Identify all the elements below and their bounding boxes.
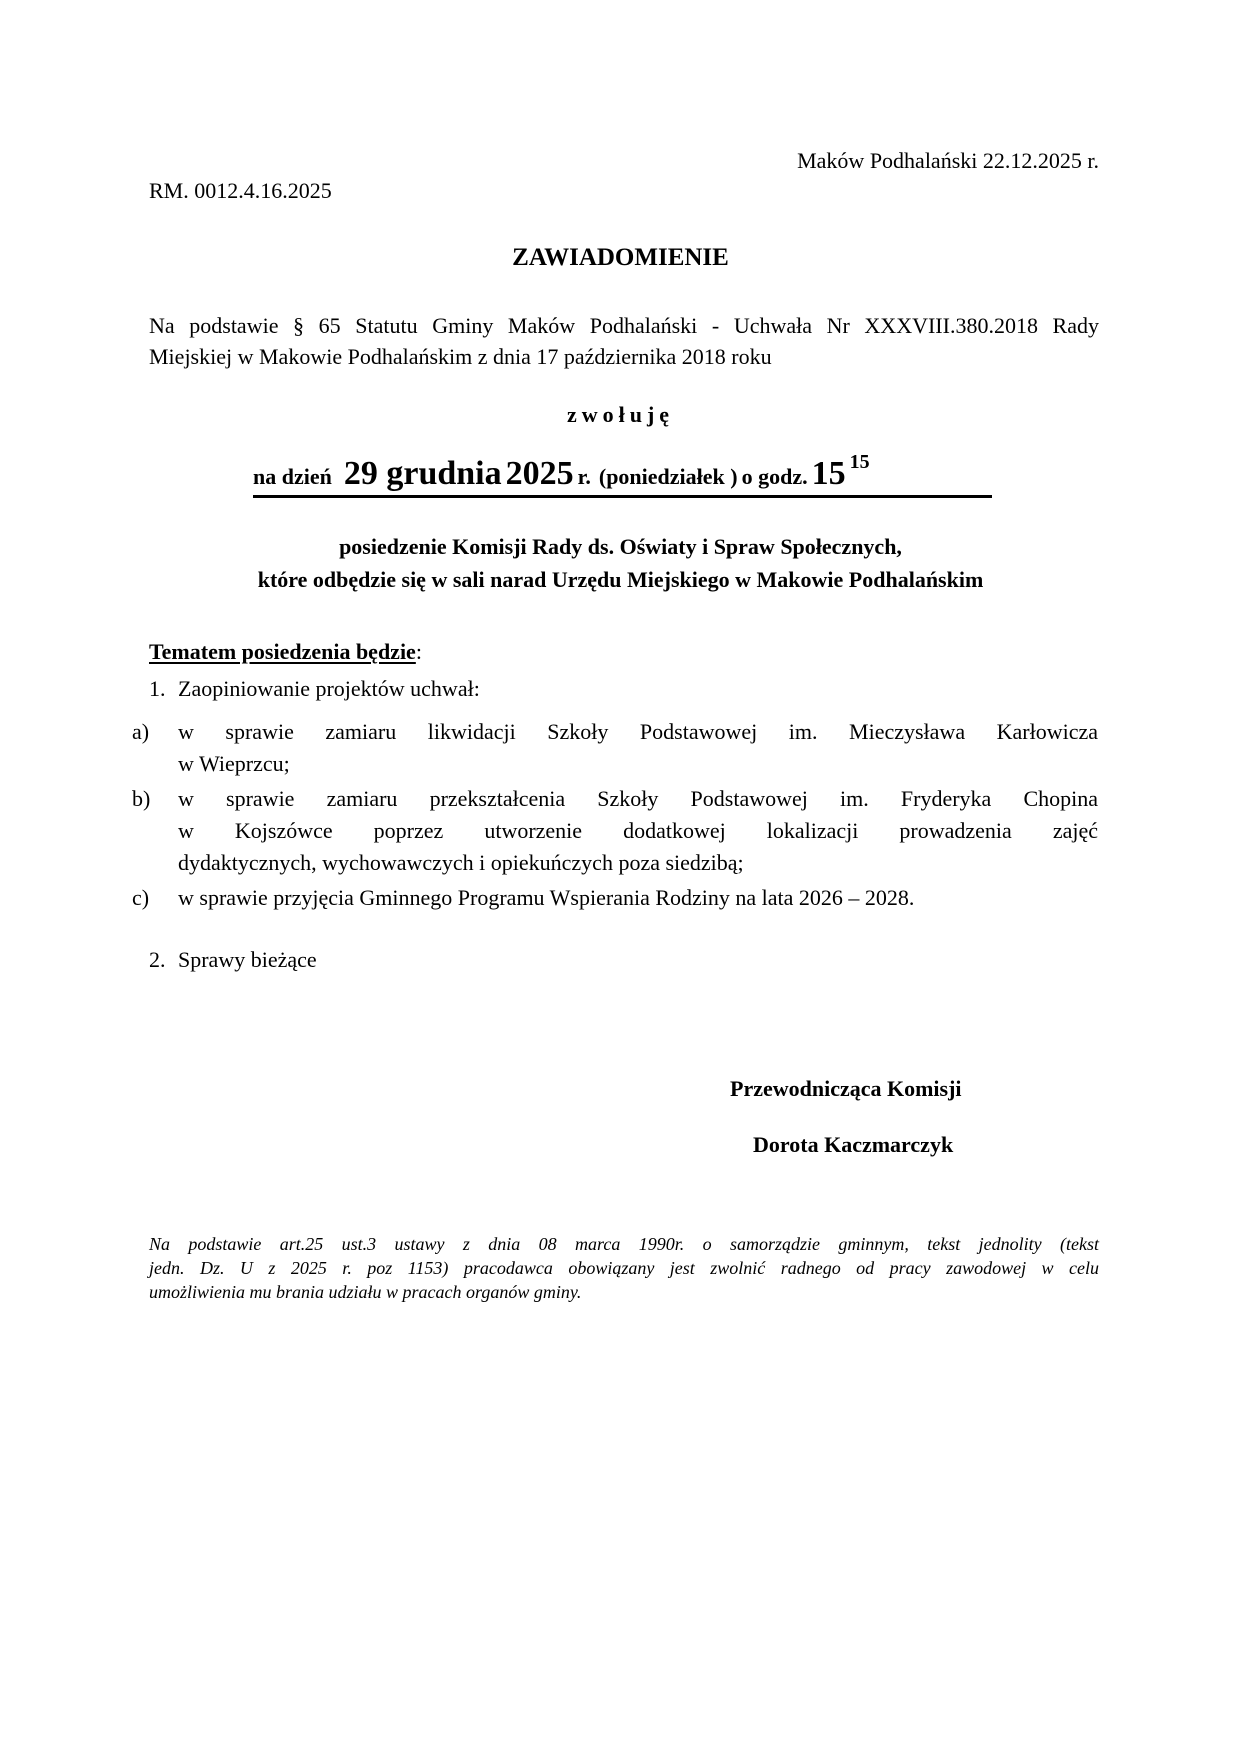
- subitem-letter: a): [132, 719, 150, 744]
- meeting-date-line: [253, 451, 992, 498]
- agenda-item-2: [0, 944, 1241, 976]
- meeting-line-1: posiedzenie Komisji Rady ds. Oświaty i Spraw Społecznych,: [339, 534, 902, 559]
- subitem-text: [178, 716, 1098, 780]
- date-prefix: na dzień: [253, 464, 332, 489]
- time-hour: 15: [811, 455, 846, 492]
- agenda-heading: [149, 639, 422, 665]
- date-year-suffix: r.: [577, 464, 591, 489]
- subitem-line: w sprawie zamiaru likwidacji Szkoły Podstawowej im. Mieczysława Karłowicza: [178, 719, 1098, 744]
- subitem-text: [178, 882, 1098, 914]
- agenda-heading-colon: :: [415, 639, 422, 664]
- date-day-month: 29 grudnia: [343, 455, 502, 492]
- legal-basis-line-2: Miejskiej w Makowie Podhalańskim z dnia 17 października 2018 roku: [149, 344, 772, 369]
- convene-statement: zwołuję: [566, 402, 675, 427]
- agenda-item-number: 1.: [149, 676, 166, 701]
- footnote-line: Na podstawie art.25 ust.3 ustawy z dnia 08 marca 1990r. o samorządzie gminnym, tekst jednolity (tekst: [149, 1234, 1099, 1254]
- subitem-text: [178, 783, 1098, 879]
- agenda-heading-text: Tematem posiedzenia będzie: [149, 639, 416, 664]
- legal-basis-line-1: Na podstawie § 65 Statutu Gminy Maków Podhalański - Uchwała Nr XXXVIII.380.2018 Rady: [149, 313, 1099, 338]
- agenda-item-line: Sprawy bieżące: [178, 947, 317, 972]
- legal-basis: [149, 310, 1099, 372]
- signature-role: Przewodnicząca Komisji: [730, 1076, 962, 1101]
- subitem-line: w Wieprzcu;: [178, 751, 290, 776]
- time-minute: 15: [849, 451, 870, 473]
- subitem-line: w Kojszówce poprzez utworzenie dodatkowej lokalizacji prowadzenia zajęć: [178, 818, 1098, 843]
- subitem-letter: b): [132, 786, 151, 811]
- reference-number: RM. 0012.4.16.2025: [149, 178, 332, 203]
- subitem-letter: c): [132, 885, 150, 910]
- signature-name: Dorota Kaczmarczyk: [753, 1132, 954, 1157]
- subitem-line: w sprawie przyjęcia Gminnego Programu Wspierania Rodziny na lata 2026 – 2028.: [178, 885, 915, 910]
- legal-footnote: [149, 1232, 1099, 1304]
- place-and-date: Maków Podhalański 22.12.2025 r.: [797, 148, 1099, 173]
- agenda-item-1: [0, 673, 1241, 705]
- agenda-item-number: 2.: [149, 947, 166, 972]
- time-prefix: o godz.: [741, 464, 808, 489]
- footnote-line: jedn. Dz. U z 2025 r. poz 1153) pracodawca obowiązany jest zwolnić radnego od pracy zawodowej w celu: [149, 1258, 1099, 1278]
- date-weekday: (poniedziałek ): [598, 464, 738, 489]
- footnote-line: umożliwienia mu brania udziału w pracach organów gminy.: [149, 1282, 582, 1302]
- agenda-item-line: Zaopiniowanie projektów uchwał:: [178, 676, 480, 701]
- agenda-item-text: [178, 673, 1098, 705]
- document-title: ZAWIADOMIENIE: [512, 244, 729, 271]
- subitem-line: w sprawie zamiaru przekształcenia Szkoły Podstawowej im. Fryderyka Chopina: [178, 786, 1098, 811]
- agenda-item-text: [178, 944, 1098, 976]
- date-year: 2025: [505, 455, 574, 492]
- meeting-description: [0, 530, 1241, 596]
- meeting-line-2: które odbędzie się w sali narad Urzędu Miejskiego w Makowie Podhalańskim: [257, 567, 984, 592]
- subitem-line: dydaktycznych, wychowawczych i opiekuńczych poza siedzibą;: [178, 850, 744, 875]
